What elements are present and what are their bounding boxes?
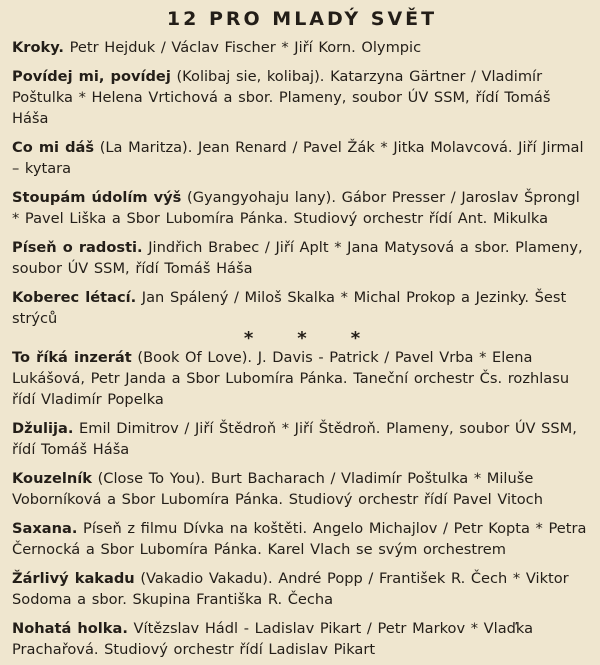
track-credits: Píseň z filmu Dívka na koštěti. Angelo Michajlov / Petr Kopta * Petra Černocká a Sbor Lubomíra Pánka. Karel Vlach se svým orchestrem (12, 520, 587, 558)
track-credits: Vítězslav Hádl - Ladislav Pikart / Petr Markov * Vlaďka Prachařová. Studiový orchestr řídí Ladislav Pikart (12, 620, 534, 658)
track-title: Kouzelník (12, 470, 92, 487)
track-credits: (Gyangyohaju lany). Gábor Presser / Jaroslav Šprongl * Pavel Liška a Sbor Lubomíra Pánka. Studiový orchestr řídí Ant. Mikulka (12, 189, 580, 227)
track-title: Žárlivý kakadu (12, 570, 135, 587)
track-list-side-a (12, 37, 592, 329)
track-list-side-b (12, 347, 592, 660)
track-credits: Petr Hejduk / Václav Fischer * Jiří Korn. Olympic (63, 39, 422, 56)
track-title: Povídej mi, povídej (12, 68, 171, 85)
track-item (12, 37, 592, 58)
track-item (12, 287, 592, 329)
track-credits: Emil Dimitrov / Jiří Štědroň * Jiří Štědroň. Plameny, soubor ÚV SSM, řídí Tomáš Háša (12, 420, 577, 458)
track-title: To říká inzerát (12, 349, 132, 366)
track-title: Co mi dáš (12, 139, 95, 156)
track-credits: (Kolibaj sie, kolibaj). Katarzyna Gärtner / Vladimír Poštulka * Helena Vrtichová a sbor. Plameny, soubor ÚV SSM, řídí Tomáš Háša (12, 68, 551, 127)
track-credits: (Book Of Love). J. Davis - Patrick / Pavel Vrba * Elena Lukášová, Petr Janda a Sbor Lubomíra Pánka. Taneční orchestr Čs. rozhlasu řídí Vladimír Popelka (12, 349, 570, 408)
track-item (12, 66, 592, 129)
track-item (12, 237, 592, 279)
track-item (12, 187, 592, 229)
track-item (12, 518, 592, 560)
page-title: 12 PRO MLADÝ SVĚT (166, 8, 438, 30)
track-credits: (Close To You). Burt Bacharach / Vladimír Poštulka * Miluše Voborníková a Sbor Lubomíra Pánka. Studiový orchestr řídí Pavel Vitoch (12, 470, 543, 508)
track-title: Džulija. (12, 420, 74, 437)
divider-asterisk: * (243, 328, 254, 349)
track-credits: (Vakadio Vakadu). André Popp / František R. Čech * Viktor Sodoma a sbor. Skupina Františka R. Čecha (12, 570, 569, 608)
track-item (12, 137, 592, 179)
track-item (12, 618, 592, 660)
track-title: Koberec létací. (12, 289, 137, 306)
track-credits: Jindřich Brabec / Jiří Aplt * Jana Matysová a sbor. Plameny, soubor ÚV SSM, řídí Tomáš Háša (12, 239, 583, 277)
track-item (12, 418, 592, 460)
track-title: Píseň o radosti. (12, 239, 143, 256)
track-credits: (La Maritza). Jean Renard / Pavel Žák * Jitka Molavcová. Jiří Jirmal – kytara (12, 139, 584, 177)
track-title: Saxana. (12, 520, 78, 537)
track-title: Stoupám údolím výš (12, 189, 182, 206)
section-divider (12, 328, 592, 349)
track-title: Kroky. (12, 39, 64, 56)
track-credits: Jan Spálený / Miloš Skalka * Michal Prokop a Jezinky. Šest strýců (12, 289, 567, 327)
divider-asterisk: * (297, 328, 307, 349)
track-item (12, 568, 592, 610)
divider-asterisk: * (350, 328, 361, 349)
track-item (12, 347, 592, 410)
track-item (12, 468, 592, 510)
track-title: Nohatá holka. (12, 620, 128, 637)
